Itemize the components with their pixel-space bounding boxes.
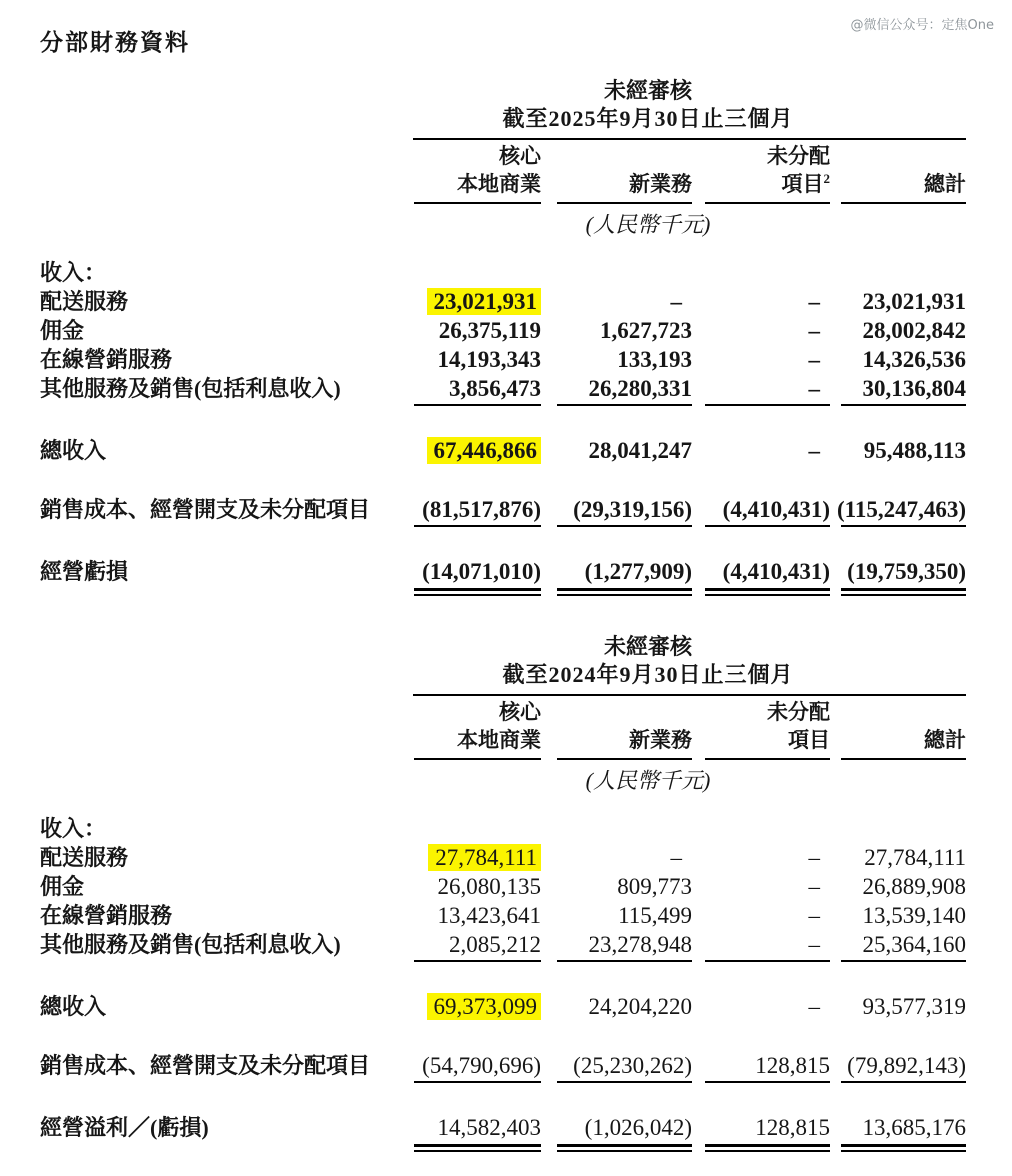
table-caption xyxy=(413,634,883,690)
double-total-rule xyxy=(414,1144,541,1152)
rule-cell-unallocated-items xyxy=(692,524,830,527)
cell-total: 14,326,536 xyxy=(862,347,966,372)
cell-new-initiatives xyxy=(541,258,692,287)
column-header-core-local-commerce xyxy=(413,698,541,760)
table-caption xyxy=(413,78,883,134)
column-header-row xyxy=(40,698,1012,760)
cell-core-local-commerce: 26,375,119 xyxy=(438,318,541,343)
rule-cell-new-initiatives xyxy=(541,959,692,962)
cell-core-local-commerce: 14,582,403 xyxy=(437,1115,541,1140)
cell-core-local-commerce: 14,193,343 xyxy=(437,347,541,372)
rule-cell-unallocated-items xyxy=(692,1142,830,1152)
row-label: 其他服務及銷售(包括利息收入) xyxy=(40,932,341,957)
single-total-rule xyxy=(557,404,692,406)
rule-spacer xyxy=(40,403,413,406)
rule-cell-total xyxy=(830,959,966,962)
rule-cell-new-initiatives xyxy=(541,403,692,406)
column-header-underline xyxy=(557,202,692,204)
table-body xyxy=(40,258,1012,596)
cell-core-local-commerce xyxy=(413,843,541,872)
column-header-underline xyxy=(414,202,541,204)
highlighted-value: 23,021,931 xyxy=(427,288,542,315)
cell-unallocated-items xyxy=(692,258,830,287)
row-label: 配送服務 xyxy=(40,845,129,870)
header-line-1: 核心 xyxy=(499,144,541,168)
single-total-rule xyxy=(705,1081,830,1083)
column-rule-row xyxy=(40,959,1012,962)
row-label: 收入： xyxy=(40,816,107,841)
cell-unallocated-items: – xyxy=(808,376,820,401)
cell-unallocated-items: – xyxy=(808,289,820,314)
cell-unallocated-items xyxy=(692,814,830,843)
rule-cell-core-local-commerce xyxy=(413,403,541,406)
cell-total: 28,002,842 xyxy=(862,318,966,343)
cell-core-local-commerce xyxy=(413,436,541,465)
cell-core-local-commerce xyxy=(413,814,541,843)
rule-cell-new-initiatives xyxy=(541,524,692,527)
header-line-2: 新業務 xyxy=(629,172,692,196)
cell-new-initiatives: – xyxy=(670,289,682,314)
row-spacer xyxy=(40,406,1012,436)
row-label: 配送服務 xyxy=(40,289,129,314)
currency-unit-note: (人民幣千元) xyxy=(585,212,711,237)
table-body xyxy=(40,814,1012,1152)
cell-unallocated-items: (4,410,431) xyxy=(722,559,830,584)
caption-unaudited: 未經審核 xyxy=(603,634,692,659)
row-label: 佣金 xyxy=(40,874,85,899)
cell-total: 13,685,176 xyxy=(862,1115,966,1140)
cell-total: 30,136,804 xyxy=(862,376,966,401)
cell-unallocated-items: (4,410,431) xyxy=(722,497,830,522)
cell-total: (19,759,350) xyxy=(847,559,966,584)
single-total-rule xyxy=(414,404,541,406)
row-spacer xyxy=(40,1021,1012,1051)
column-rule-row xyxy=(40,403,1012,406)
header-line-1: 未分配 xyxy=(767,144,830,168)
single-total-rule xyxy=(841,525,966,527)
section-row xyxy=(40,258,1012,287)
single-total-rule xyxy=(705,404,830,406)
column-header-underline xyxy=(557,758,692,760)
cell-new-initiatives: – xyxy=(670,845,682,870)
cell-new-initiatives: (25,230,262) xyxy=(573,1053,692,1078)
row-label: 經營溢利／(虧損) xyxy=(40,1115,209,1140)
cell-core-local-commerce: (54,790,696) xyxy=(422,1053,541,1078)
highlighted-value: 67,446,866 xyxy=(427,437,542,464)
rule-spacer xyxy=(40,959,413,962)
rule-cell-total xyxy=(830,586,966,596)
cell-unallocated-items: – xyxy=(808,932,820,957)
table-row xyxy=(40,1113,1012,1142)
cell-total: 27,784,111 xyxy=(864,845,966,870)
table-row xyxy=(40,901,1012,930)
single-total-rule xyxy=(705,525,830,527)
header-line-2: 本地商業 xyxy=(457,172,541,196)
column-rule-row xyxy=(40,586,1012,596)
row-label: 經營虧損 xyxy=(40,559,129,584)
row-label: 其他服務及銷售(包括利息收入) xyxy=(40,376,341,401)
column-header-total xyxy=(830,698,966,760)
single-total-rule xyxy=(414,960,541,962)
header-line-1 xyxy=(961,698,966,726)
rule-cell-core-local-commerce xyxy=(413,959,541,962)
cell-unallocated-items: – xyxy=(808,903,820,928)
header-line-2: 本地商業 xyxy=(457,728,541,752)
single-total-rule xyxy=(557,525,692,527)
table-row xyxy=(40,374,1012,403)
column-header-new-initiatives xyxy=(541,698,692,760)
single-total-rule xyxy=(414,1081,541,1083)
rule-cell-core-local-commerce xyxy=(413,524,541,527)
rule-cell-total xyxy=(830,403,966,406)
cell-total: 95,488,113 xyxy=(863,438,966,463)
cell-new-initiatives: (1,277,909) xyxy=(584,559,692,584)
cell-core-local-commerce: (81,517,876) xyxy=(422,497,541,522)
rule-cell-core-local-commerce xyxy=(413,1080,541,1083)
rule-spacer xyxy=(40,1142,413,1152)
cell-total: (79,892,143) xyxy=(847,1053,966,1078)
table-row xyxy=(40,287,1012,316)
header-line-2: 總計 xyxy=(924,172,966,196)
currency-unit-note: (人民幣千元) xyxy=(585,768,711,793)
rule-cell-unallocated-items xyxy=(692,959,830,962)
column-header-row xyxy=(40,142,1012,204)
double-total-rule xyxy=(414,588,541,596)
single-total-rule xyxy=(557,1081,692,1083)
cell-new-initiatives: 115,499 xyxy=(618,903,692,928)
caption-period: 截至2025年9月30日止三個月 xyxy=(502,106,794,131)
cell-total: (115,247,463) xyxy=(836,497,966,522)
table-row xyxy=(40,1051,1012,1080)
cell-unallocated-items: – xyxy=(808,874,820,899)
segment-table-2024 xyxy=(0,634,1012,1152)
rule-cell-unallocated-items xyxy=(692,586,830,596)
cell-unallocated-items: 128,815 xyxy=(755,1053,830,1078)
double-total-rule xyxy=(841,588,966,596)
cell-new-initiatives: (1,026,042) xyxy=(584,1115,692,1140)
cell-new-initiatives xyxy=(541,814,692,843)
cell-new-initiatives: 809,773 xyxy=(617,874,692,899)
segment-table-2025 xyxy=(0,78,1012,596)
table-row xyxy=(40,992,1012,1021)
rule-cell-new-initiatives xyxy=(541,1142,692,1152)
cell-new-initiatives: 1,627,723 xyxy=(600,318,692,343)
double-total-rule xyxy=(557,1144,692,1152)
table-row xyxy=(40,345,1012,374)
single-total-rule xyxy=(841,1081,966,1083)
double-total-rule xyxy=(557,588,692,596)
rule-cell-unallocated-items xyxy=(692,1080,830,1083)
column-header-underline xyxy=(414,758,541,760)
row-spacer xyxy=(40,527,1012,557)
table-row xyxy=(40,930,1012,959)
double-total-rule xyxy=(841,1144,966,1152)
cell-core-local-commerce: 26,080,135 xyxy=(437,874,541,899)
cell-unallocated-items: – xyxy=(808,347,820,372)
cell-total: 25,364,160 xyxy=(862,932,966,957)
cell-new-initiatives: 24,204,220 xyxy=(588,994,692,1019)
cell-unallocated-items: – xyxy=(808,994,820,1019)
column-rule-row xyxy=(40,1142,1012,1152)
footnote-reference: 2 xyxy=(823,171,830,186)
double-total-rule xyxy=(705,588,830,596)
header-line-1: 核心 xyxy=(499,700,541,724)
row-label: 銷售成本、經營開支及未分配項目 xyxy=(40,497,371,522)
cell-total: 93,577,319 xyxy=(862,994,966,1019)
rule-cell-unallocated-items xyxy=(692,403,830,406)
column-header-underline xyxy=(705,758,830,760)
row-label: 總收入 xyxy=(40,438,107,463)
row-spacer xyxy=(40,465,1012,495)
single-total-rule xyxy=(557,960,692,962)
rule-cell-total xyxy=(830,1080,966,1083)
header-line-1 xyxy=(961,142,966,170)
cell-new-initiatives: 26,280,331 xyxy=(588,376,692,401)
cell-unallocated-items: – xyxy=(808,318,820,343)
cell-new-initiatives: 23,278,948 xyxy=(588,932,692,957)
cell-core-local-commerce xyxy=(413,992,541,1021)
header-top-rule xyxy=(413,138,966,140)
column-header-underline xyxy=(841,202,966,204)
table-row xyxy=(40,436,1012,465)
cell-unallocated-items: – xyxy=(808,845,820,870)
rule-cell-new-initiatives xyxy=(541,586,692,596)
single-total-rule xyxy=(414,525,541,527)
double-total-rule xyxy=(705,1144,830,1152)
watermark-text: @微信公众号：定焦One xyxy=(850,18,994,33)
rule-spacer xyxy=(40,586,413,596)
cell-core-local-commerce: 2,085,212 xyxy=(449,932,541,957)
column-rule-row xyxy=(40,1080,1012,1083)
cell-core-local-commerce: 13,423,641 xyxy=(437,903,541,928)
caption-period: 截至2024年9月30日止三個月 xyxy=(502,662,794,687)
cell-new-initiatives: 133,193 xyxy=(617,347,692,372)
column-header-total xyxy=(830,142,966,204)
column-header-underline xyxy=(705,202,830,204)
rule-cell-total xyxy=(830,1142,966,1152)
rule-spacer xyxy=(40,1080,413,1083)
rule-cell-total xyxy=(830,524,966,527)
cell-total: 26,889,908 xyxy=(862,874,966,899)
caption-unaudited: 未經審核 xyxy=(603,78,692,103)
highlighted-value: 69,373,099 xyxy=(427,993,542,1020)
section-row xyxy=(40,814,1012,843)
single-total-rule xyxy=(705,960,830,962)
header-line-2: 項目 xyxy=(788,728,830,752)
table-row xyxy=(40,872,1012,901)
page-title: 分部財務資料 xyxy=(40,29,190,55)
rule-cell-core-local-commerce xyxy=(413,586,541,596)
cell-core-local-commerce: 3,856,473 xyxy=(449,376,541,401)
column-header-new-initiatives xyxy=(541,142,692,204)
column-rule-row xyxy=(40,524,1012,527)
highlighted-value: 27,784,111 xyxy=(428,844,541,871)
row-spacer xyxy=(40,1083,1012,1113)
cell-unallocated-items: 128,815 xyxy=(755,1115,830,1140)
header-line-1: 未分配 xyxy=(767,700,830,724)
row-label: 收入： xyxy=(40,260,107,285)
column-header-underline xyxy=(841,758,966,760)
table-row xyxy=(40,557,1012,586)
single-total-rule xyxy=(841,404,966,406)
cell-core-local-commerce: (14,071,010) xyxy=(422,559,541,584)
cell-core-local-commerce xyxy=(413,258,541,287)
cell-unallocated-items: – xyxy=(808,438,820,463)
header-line-2: 總計 xyxy=(924,728,966,752)
header-top-rule xyxy=(413,694,966,696)
table-row xyxy=(40,316,1012,345)
cell-total xyxy=(830,258,966,287)
column-header-unallocated-items xyxy=(692,142,830,204)
row-spacer xyxy=(40,962,1012,992)
rule-cell-new-initiatives xyxy=(541,1080,692,1083)
cell-total: 13,539,140 xyxy=(862,903,966,928)
cell-new-initiatives: 28,041,247 xyxy=(588,438,692,463)
rule-spacer xyxy=(40,524,413,527)
header-line-2: 新業務 xyxy=(629,728,692,752)
row-label: 在線營銷服務 xyxy=(40,347,173,372)
column-header-core-local-commerce xyxy=(413,142,541,204)
column-header-unallocated-items xyxy=(692,698,830,760)
column-header-spacer xyxy=(40,698,413,760)
cell-new-initiatives: (29,319,156) xyxy=(573,497,692,522)
row-label: 佣金 xyxy=(40,318,85,343)
table-row xyxy=(40,495,1012,524)
cell-total xyxy=(830,814,966,843)
row-label: 總收入 xyxy=(40,994,107,1019)
cell-total: 23,021,931 xyxy=(862,289,966,314)
row-label: 銷售成本、經營開支及未分配項目 xyxy=(40,1053,371,1078)
column-header-spacer xyxy=(40,142,413,204)
rule-cell-core-local-commerce xyxy=(413,1142,541,1152)
header-line-2: 項目$^2$ xyxy=(781,171,830,196)
single-total-rule xyxy=(841,960,966,962)
table-row xyxy=(40,843,1012,872)
cell-core-local-commerce xyxy=(413,287,541,316)
row-label: 在線營銷服務 xyxy=(40,903,173,928)
